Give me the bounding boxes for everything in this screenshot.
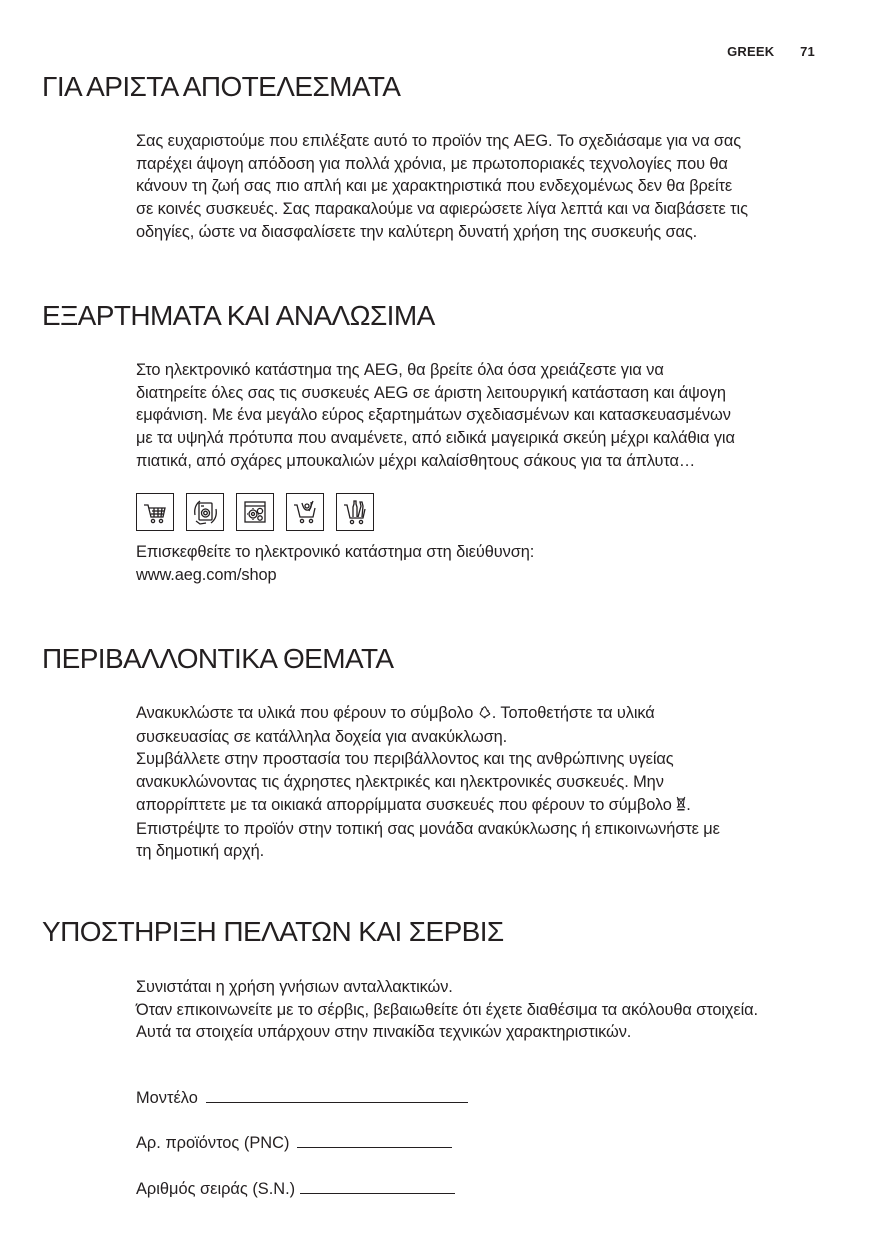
model-blank-line bbox=[206, 1088, 468, 1103]
field-label: Μοντέλο bbox=[136, 1089, 198, 1107]
text-line: παρέχει άψογη απόδοση για πολλά χρόνια, με πρωτοποριακές τεχνολογίες που θα bbox=[136, 154, 728, 173]
dishwasher-gears-icon bbox=[236, 493, 274, 531]
washing-machine-icon bbox=[186, 493, 224, 531]
text-line: με τα υψηλά πρότυπα που αναμένετε, από ειδικά μαγειρικά σκεύη μέχρι καλάθια για bbox=[136, 429, 735, 448]
text-line: τη δημοτική αρχή. bbox=[136, 842, 265, 861]
text-line: Στο ηλεκτρονικό κατάστημα της AEG, θα βρείτε όλα όσα χρειάζεστε για να bbox=[136, 361, 664, 379]
text-line: ανακυκλώνοντας τις άχρηστες ηλεκτρικές και ηλεκτρονικές συσκευές. Μην bbox=[136, 773, 664, 792]
intro-paragraph bbox=[136, 130, 826, 244]
page-number: 71 bbox=[800, 44, 815, 59]
text-line: συσκευασίας σε κατάλληλα δοχεία για ανακύκλωση. bbox=[136, 727, 508, 746]
shop-visit bbox=[136, 541, 826, 586]
text-line: Συνιστάται η χρήση γνήσιων ανταλλακτικών. bbox=[136, 978, 453, 996]
cart-tableware-icon bbox=[286, 493, 324, 531]
text-line: Συμβάλλετε στην προστασία του περιβάλλοντος και της ανθρώπινης υγείας bbox=[136, 750, 674, 769]
recycling-symbol-icon bbox=[478, 703, 492, 726]
page-header bbox=[727, 44, 815, 59]
text-line: διατηρείτε όλες σας τις συσκευές AEG σε άριστη λειτουργική κατάσταση και άψογη bbox=[136, 383, 726, 402]
section-title-customer-service: ΥΠΟΣΤΗΡΙΞΗ ΠΕΛΑΤΩΝ ΚΑΙ ΣΕΡΒΙΣ bbox=[42, 916, 504, 947]
serial-blank-line bbox=[300, 1179, 455, 1194]
text-line: Ανακυκλώστε τα υλικά που φέρουν το σύμβολο . Τοποθετήστε τα υλικά bbox=[136, 702, 826, 726]
section-title-best-results: ΓΙΑ ΑΡΙΣΤΑ ΑΠΟΤΕΛΕΣΜΑΤΑ bbox=[42, 71, 401, 102]
field-label: Αρ. προϊόντος (PNC) bbox=[136, 1134, 290, 1152]
model-field bbox=[136, 1088, 468, 1108]
text-line: σε κοινές συσκευές. Σας παρακαλούμε να αφιερώσετε λίγα λεπτά και να διαβάσετε τις bbox=[136, 200, 748, 219]
accessories-paragraph bbox=[136, 359, 826, 473]
pnc-field bbox=[136, 1133, 452, 1153]
crossed-bin-symbol-icon bbox=[676, 795, 686, 818]
section-title-environment: ΠΕΡΙΒΑΛΛΟΝΤΙΚΑ ΘΕΜΑΤΑ bbox=[42, 643, 394, 674]
text-line: κάνουν τη ζωή σας πιο απλή και με χαρακτηριστικά που ενδεχομένως δεν θα βρείτε bbox=[136, 177, 733, 196]
shop-icons-row bbox=[136, 493, 374, 531]
text-line: Όταν επικοινωνείτε με το σέρβις, βεβαιωθείτε ότι έχετε διαθέσιμα τα ακόλουθα στοιχεία. bbox=[136, 1000, 758, 1019]
language-label: GREEK bbox=[727, 44, 775, 59]
text-line: απορρίπτετε με τα οικιακά απορρίμματα συσκευές που φέρουν το σύμβολο . bbox=[136, 794, 826, 818]
section-title-accessories: ΕΞΑΡΤΗΜΑΤΑ ΚΑΙ ΑΝΑΛΩΣΙΜΑ bbox=[42, 300, 435, 331]
serial-number-field bbox=[136, 1179, 455, 1199]
text-line: εμφάνιση. Με ένα μεγάλο εύρος εξαρτημάτων σχεδιασμένων και κατασκευασμένων bbox=[136, 406, 731, 425]
text-line: Αυτά τα στοιχεία υπάρχουν στην πινακίδα τεχνικών χαρακτηριστικών. bbox=[136, 1023, 632, 1042]
text-line: πιατικά, από σχάρες μπουκαλιών μέχρι καλαίσθητους σάκους για τα άπλυτα… bbox=[136, 451, 696, 470]
service-paragraph bbox=[136, 976, 826, 1044]
pnc-blank-line bbox=[297, 1133, 452, 1148]
text-line: οδηγίες, ώστε να διασφαλίσετε την καλύτερη δυνατή χρήση της συσκευής σας. bbox=[136, 222, 698, 241]
visit-text: Επισκεφθείτε το ηλεκτρονικό κατάστημα στη διεύθυνση: bbox=[136, 543, 535, 561]
shop-link[interactable]: www.aeg.com/shop bbox=[136, 565, 277, 584]
text-line: Επιστρέψτε το προϊόν στην τοπική σας μονάδα ανακύκλωσης ή επικοινωνήστε με bbox=[136, 819, 720, 838]
environment-paragraph bbox=[136, 702, 826, 863]
field-label: Αριθμός σειράς (S.N.) bbox=[136, 1180, 296, 1198]
cart-bottles-icon bbox=[336, 493, 374, 531]
shopping-cart-icon bbox=[136, 493, 174, 531]
text-line: Σας ευχαριστούμε που επιλέξατε αυτό το προϊόν της AEG. Το σχεδιάσαμε για να σας bbox=[136, 132, 742, 150]
